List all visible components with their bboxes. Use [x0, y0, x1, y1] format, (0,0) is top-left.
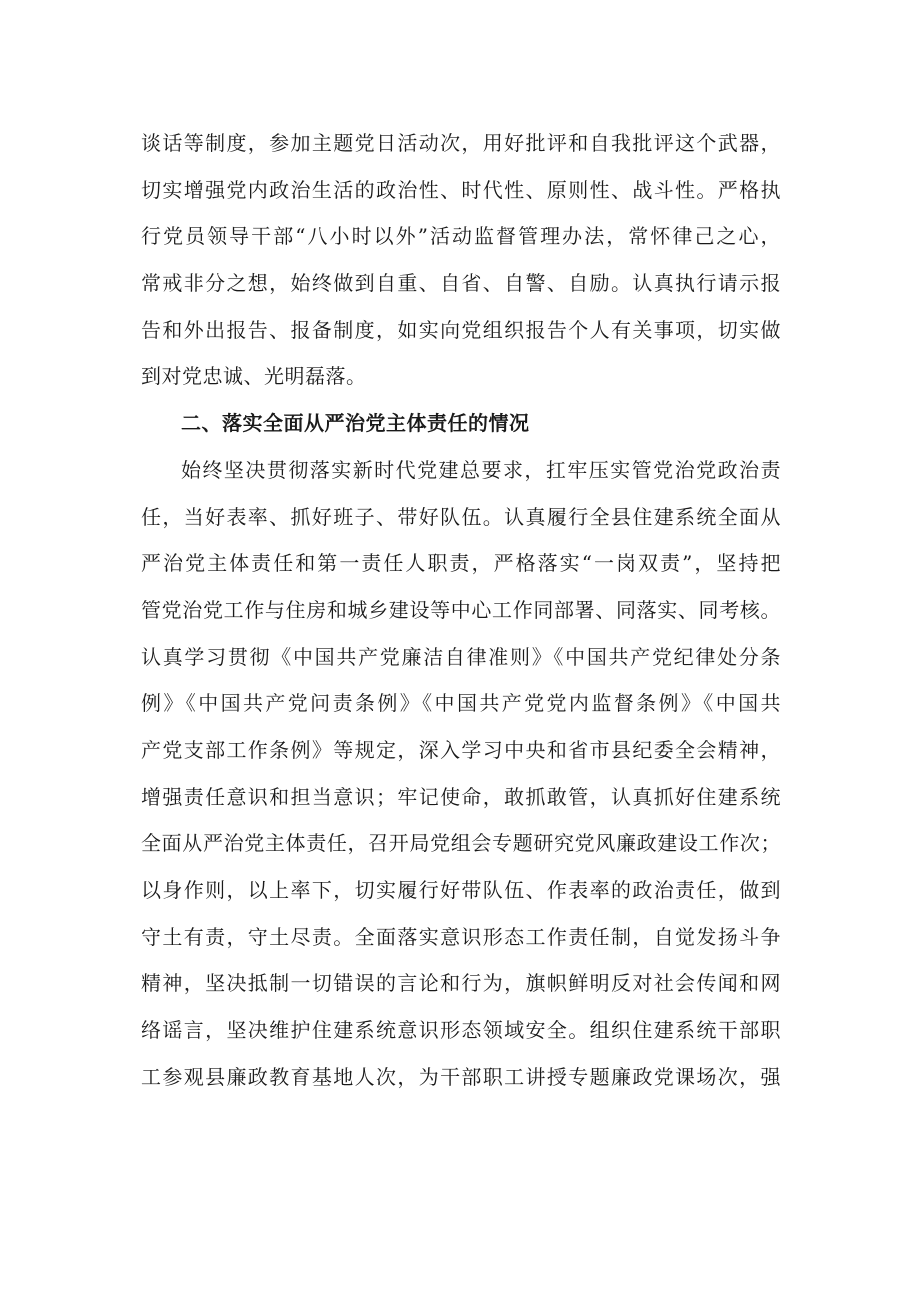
- text-line: 精神，坚决抵制一切错误的言论和行为，旗帜鲜明反对社会传闻和网: [141, 971, 781, 996]
- text-line: 始终坚决贯彻落实新时代党建总要求，扛牢压实管党治党政治责: [181, 457, 781, 482]
- text-line: 产党支部工作条例》等规定，深入学习中央和省市县纪委全会精神，: [141, 737, 781, 762]
- text-line: 守土有责，守土尽责。全面落实意识形态工作责任制，自觉发扬斗争: [141, 924, 781, 949]
- text-line: 谈话等制度，参加主题党日活动次，用好批评和自我批评这个武器，: [141, 131, 781, 155]
- text-line: 管党治党工作与住房和城乡建设等中心工作同部署、同落实、同考核。: [141, 597, 781, 622]
- text-line: 到对党忠诚、光明磊落。: [141, 364, 367, 389]
- text-line: 常戒非分之想，始终做到自重、自省、自警、自励。认真执行请示报: [141, 271, 781, 296]
- text-line: 工参观县廉政教育基地人次，为干部职工讲授专题廉政党课场次，强: [141, 1064, 781, 1089]
- section-heading: 二、落实全面从严治党主体责任的情况: [181, 411, 530, 436]
- text-line: 络谣言，坚决维护住建系统意识形态领域安全。组织住建系统干部职: [141, 1018, 781, 1043]
- text-line: 例》《中国共产党问责条例》《中国共产党党内监督条例》《中国共: [141, 691, 781, 716]
- text-line: 全面从严治党主体责任，召开局党组会专题研究党风廉政建设工作次；: [141, 831, 781, 856]
- text-line: 以身作则，以上率下，切实履行好带队伍、作表率的政治责任，做到: [141, 878, 781, 902]
- paragraph-2: [141, 447, 781, 1101]
- paragraph-1: [141, 120, 781, 400]
- text-line: 严治党主体责任和第一责任人职责，严格落实“一岗双责”，坚持把: [141, 551, 781, 576]
- text-line: 切实增强党内政治生活的政治性、时代性、原则性、战斗性。严格执: [141, 177, 781, 202]
- text-line: 告和外出报告、报备制度，如实向党组织报告个人有关事项，切实做: [141, 317, 781, 342]
- text-line: 任，当好表率、抓好班子、带好队伍。认真履行全县住建系统全面从: [141, 504, 781, 529]
- text-line: 认真学习贯彻《中国共产党廉洁自律准则》《中国共产党纪律处分条: [141, 644, 781, 669]
- text-line: 增强责任意识和担当意识；牢记使命，敢抓敢管，认真抓好住建系统: [141, 784, 781, 809]
- document-body: [141, 120, 781, 1100]
- text-line: 行党员领导干部“八小时以外”活动监督管理办法，常怀律己之心，: [141, 224, 781, 249]
